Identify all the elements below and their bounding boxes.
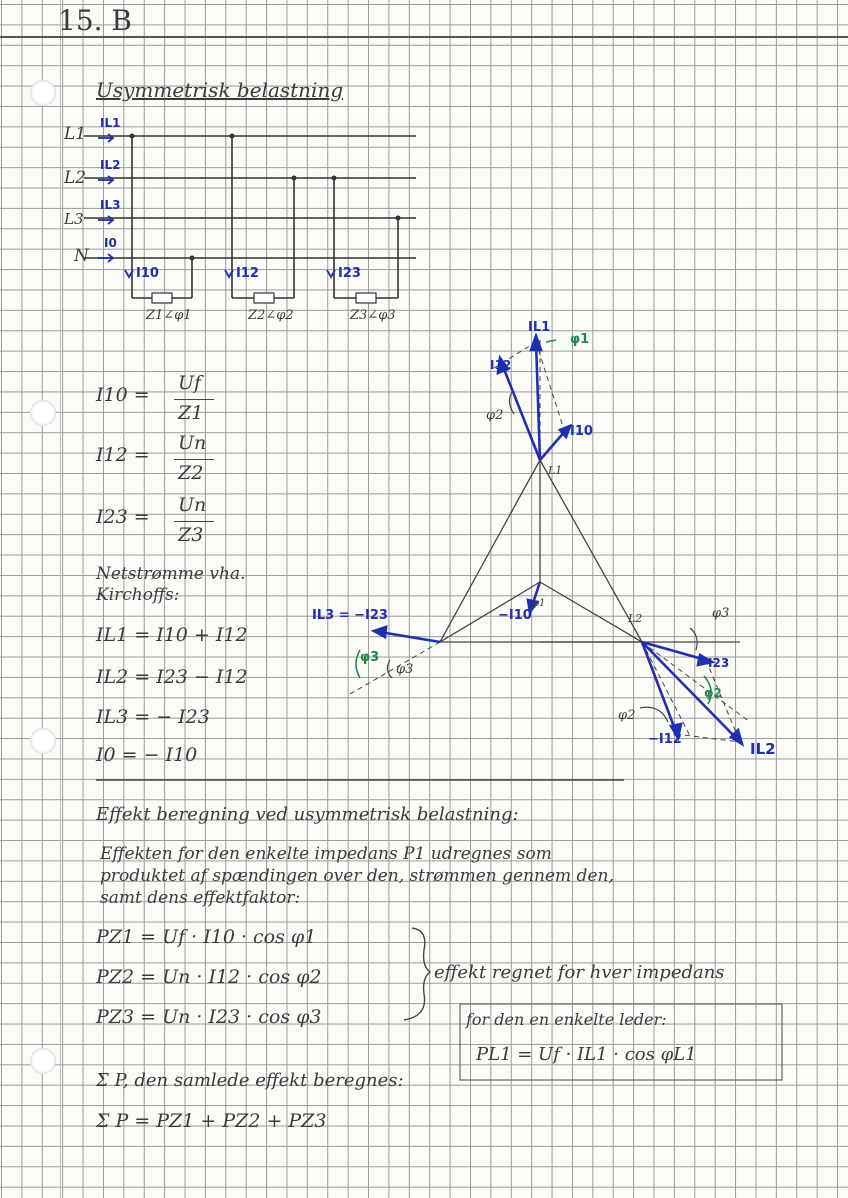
label-minus-I10: −I10 <box>498 608 532 623</box>
label-L3: L3 <box>64 210 84 228</box>
formula-2-lhs: I12 = <box>96 444 150 466</box>
power-text-2: produktet af spændingen over den, strømmen gennem den, <box>100 866 614 886</box>
kirchhoff-heading-2: Kirchoffs: <box>96 585 180 605</box>
formula-3-den: Z3 <box>178 524 204 546</box>
current-I10: I10 <box>136 266 159 281</box>
label-N: N <box>74 246 89 266</box>
formula-3-num: Un <box>178 494 207 516</box>
label-minus-I12: −I12 <box>648 732 682 747</box>
section-title: Usymmetrisk belastning <box>96 78 344 102</box>
kirchhoff-eq-1: IL1 = I10 + I12 <box>96 624 248 646</box>
impedance-1: Z1∠φ1 <box>146 308 192 323</box>
label-I10: I10 <box>570 424 593 439</box>
brace-note: effekt regnet for hver impedans <box>434 962 725 983</box>
current-I12: I12 <box>236 266 259 281</box>
kirchhoff-eq-2: IL2 = I23 − I12 <box>96 666 248 688</box>
kirchhoff-heading-1: Netstrømme vha. <box>96 564 246 584</box>
impedance-3: Z3∠φ3 <box>350 308 396 323</box>
formula-1-lhs: I10 = <box>96 384 150 406</box>
formula-2-den: Z2 <box>178 462 204 484</box>
label-IL3: IL3 = −I23 <box>312 608 388 623</box>
power-text-3: samt dens effektfaktor: <box>100 888 301 908</box>
formula-3-lhs: I23 = <box>96 506 150 528</box>
label-phi2-c: φ2 <box>618 708 636 723</box>
power-text-1: Effekten for den enkelte impedans P1 udregnes som <box>100 844 552 864</box>
current-I0: I0 <box>104 236 117 250</box>
power-eq-2: PZ2 = Un · I12 · cos φ2 <box>96 966 322 988</box>
label-phi3-c: φ3 <box>712 606 730 621</box>
label-phi2-green: φ2 <box>704 686 722 700</box>
label-phi2: φ2 <box>486 408 504 423</box>
label-IL1: IL1 <box>528 320 551 335</box>
total-text: Σ P, den samlede effekt beregnes: <box>96 1070 404 1091</box>
box-line-1: for den en enkelte leder: <box>466 1010 667 1029</box>
power-eq-3: PZ3 = Un · I23 · cos φ3 <box>96 1006 322 1028</box>
formula-2-num: Un <box>178 432 207 454</box>
label-L1-node: L1 <box>548 464 563 477</box>
label-phi1: φ1 <box>570 332 590 347</box>
impedance-2: Z2∠φ2 <box>248 308 294 323</box>
label-IL2: IL2 <box>750 740 776 758</box>
box-line-2: PL1 = Uf · IL1 · cos φL1 <box>476 1044 697 1065</box>
curly-brace <box>404 928 430 1020</box>
kirchhoff-eq-3: IL3 = − I23 <box>96 706 210 728</box>
formula-1-den: Z1 <box>178 402 204 424</box>
total-eq: Σ P = PZ1 + PZ2 + PZ3 <box>96 1110 327 1132</box>
power-heading: Effekt beregning ved usymmetrisk belastning: <box>96 804 519 825</box>
label-L1: L1 <box>64 124 87 144</box>
power-eq-1: PZ1 = Uf · I10 · cos φ1 <box>96 926 317 948</box>
current-I23: I23 <box>338 266 361 281</box>
label-I23: I23 <box>708 656 730 670</box>
kirchhoff-eq-4: I0 = − I10 <box>96 744 198 766</box>
current-IL2: IL2 <box>100 158 121 172</box>
current-IL1: IL1 <box>100 116 121 130</box>
label-phi1-b: φ1 <box>532 598 546 609</box>
current-IL3: IL3 <box>100 198 121 212</box>
label-phi3-b: φ3 <box>396 662 414 677</box>
formula-1-num: Uf <box>178 372 202 394</box>
page-number: 15. B <box>58 4 133 37</box>
label-I12: I12 <box>490 358 512 372</box>
label-L2: L2 <box>64 168 87 188</box>
label-phi3-green: φ3 <box>360 650 380 665</box>
label-L2-node: L2 <box>628 612 643 625</box>
